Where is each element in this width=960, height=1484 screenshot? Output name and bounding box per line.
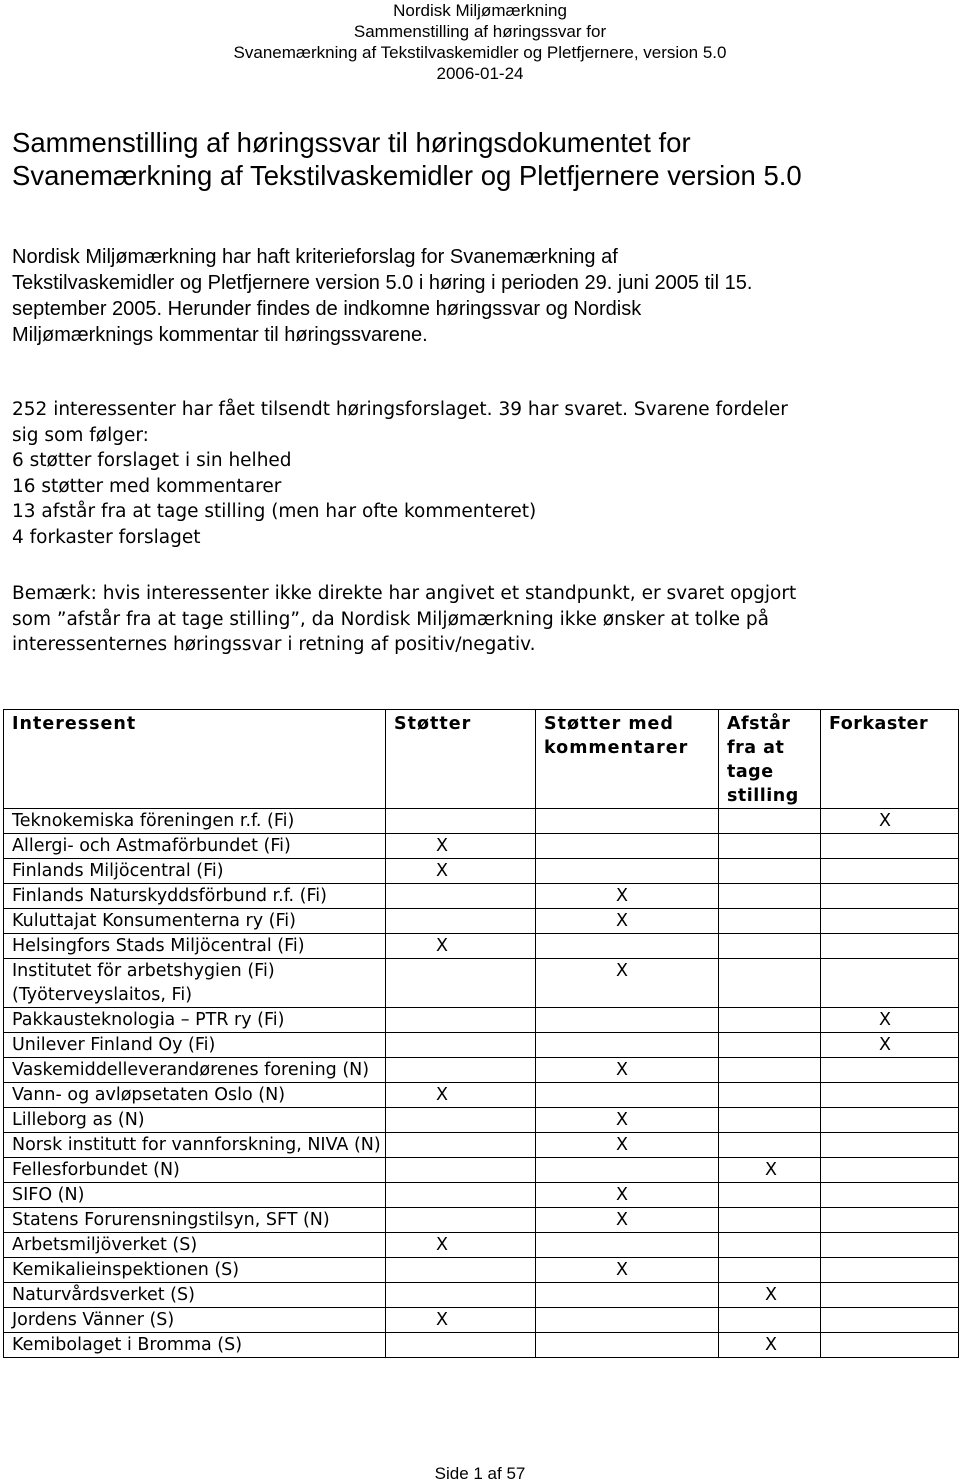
stotter-med-kommentarer-cell	[536, 1258, 719, 1283]
table-row	[4, 859, 959, 884]
stotter-med-kommentarer-cell	[536, 1233, 719, 1258]
forkaster-cell	[821, 959, 959, 1008]
intro-line-3: september 2005. Herunder findes de indkomne høringssvar og Nordisk	[12, 298, 642, 320]
table-row	[4, 1133, 959, 1158]
responses-table	[3, 709, 959, 1358]
stotter-cell	[386, 1283, 536, 1308]
afstar-cell	[719, 959, 821, 1008]
header-organisation: Nordisk Miljømærkning	[393, 1, 567, 20]
header-product-group: Svanemærkning af Tekstilvaskemidler og Pletfjernere, version 5.0	[233, 43, 727, 62]
stotter-cell	[386, 934, 536, 959]
stotter-cell	[386, 1058, 536, 1083]
forkaster-cell	[821, 859, 959, 884]
afstar-cell	[719, 884, 821, 909]
forkaster-cell	[821, 909, 959, 934]
forkaster-cell	[821, 1183, 959, 1208]
afstar-cell	[719, 1058, 821, 1083]
mark-x: X	[616, 1210, 628, 1230]
stotter-med-kommentarer-cell	[536, 1333, 719, 1358]
table-row	[4, 1083, 959, 1108]
interessent-name: Finlands Miljöcentral (Fi)	[4, 859, 386, 884]
stotter-cell	[386, 1258, 536, 1283]
forkaster-cell	[821, 809, 959, 834]
header-subject: Sammenstilling af høringssvar for	[353, 22, 607, 41]
stotter-cell	[386, 909, 536, 934]
stotter-cell	[386, 959, 536, 1008]
forkaster-cell	[821, 1283, 959, 1308]
stotter-med-kommentarer-cell	[536, 1208, 719, 1233]
header-interessent: Interessent	[4, 710, 386, 809]
mark-x: X	[616, 1110, 628, 1130]
mark-x: X	[616, 961, 628, 981]
forkaster-cell	[821, 934, 959, 959]
mark-x: X	[436, 836, 448, 856]
table-row	[4, 1158, 959, 1183]
afstar-cell	[719, 1233, 821, 1258]
stotter-med-kommentarer-cell	[536, 959, 719, 1008]
stotter-cell	[386, 1333, 536, 1358]
header-stotter: Støtter	[386, 710, 536, 809]
mark-x: X	[436, 1085, 448, 1105]
interessent-name: Allergi- och Astmaförbundet (Fi)	[4, 834, 386, 859]
forkaster-cell	[821, 884, 959, 909]
table-row	[4, 1183, 959, 1208]
interessent-name: Vaskemiddelleverandørenes forening (N)	[4, 1058, 386, 1083]
table-header-row	[4, 710, 959, 809]
table-row	[4, 1258, 959, 1283]
stotter-cell	[386, 1108, 536, 1133]
table-row	[4, 1108, 959, 1133]
afstar-cell	[719, 1208, 821, 1233]
stotter-med-kommentarer-cell	[536, 834, 719, 859]
table-row	[4, 959, 959, 1008]
table-row	[4, 1058, 959, 1083]
table-body	[4, 809, 959, 1358]
interessent-name: Kemibolaget i Bromma (S)	[4, 1333, 386, 1358]
stotter-cell	[386, 1033, 536, 1058]
mark-x: X	[436, 936, 448, 956]
stotter-med-kommentarer-cell	[536, 859, 719, 884]
stotter-med-kommentarer-cell	[536, 809, 719, 834]
mark-x: X	[765, 1335, 777, 1355]
table-row	[4, 1333, 959, 1358]
afstar-cell	[719, 1133, 821, 1158]
response-statistics	[12, 397, 952, 550]
mark-x: X	[765, 1160, 777, 1180]
afstar-cell	[719, 1258, 821, 1283]
stotter-med-kommentarer-cell	[536, 934, 719, 959]
stotter-cell	[386, 1208, 536, 1233]
table-row	[4, 1008, 959, 1033]
table-row	[4, 1283, 959, 1308]
afstar-cell	[719, 1283, 821, 1308]
stotter-cell	[386, 834, 536, 859]
stats-line-2: sig som følger:	[12, 424, 149, 446]
interessent-name: Finlands Naturskyddsförbund r.f. (Fi)	[4, 884, 386, 909]
forkaster-cell	[821, 1033, 959, 1058]
table-row	[4, 884, 959, 909]
intro-line-4: Miljømærknings kommentar til høringssvarene.	[12, 324, 428, 346]
forkaster-cell	[821, 1058, 959, 1083]
interessent-name: Teknokemiska föreningen r.f. (Fi)	[4, 809, 386, 834]
afstar-cell	[719, 1308, 821, 1333]
stats-line-1: 252 interessenter har fået tilsendt høringsforslaget. 39 har svaret. Svarene fordeler	[12, 399, 788, 420]
stats-line-3: 6 støtter forslaget i sin helhed	[12, 450, 292, 471]
header-forkaster: Forkaster	[821, 710, 959, 809]
stotter-cell	[386, 1308, 536, 1333]
page-footer	[0, 1464, 960, 1484]
table-row	[4, 1033, 959, 1058]
interessent-name: Institutet för arbetshygien (Fi) (Työterveyslaitos, Fi)	[4, 959, 386, 1008]
title-line-1: Sammenstilling af høringssvar til høringsdokumentet for	[12, 127, 691, 158]
page-number: Side 1 af 57	[434, 1464, 526, 1483]
interessent-name: Lilleborg as (N)	[4, 1108, 386, 1133]
stotter-cell	[386, 1083, 536, 1108]
mark-x: X	[879, 811, 891, 831]
mark-x: X	[616, 1260, 628, 1280]
interessent-name: Norsk institutt for vannforskning, NIVA (N)	[4, 1133, 386, 1158]
forkaster-cell	[821, 1108, 959, 1133]
table-row	[4, 1233, 959, 1258]
afstar-cell	[719, 934, 821, 959]
intro-line-1: Nordisk Miljømærkning har haft kriterieforslag for Svanemærkning af	[12, 246, 618, 268]
interessent-name: Jordens Vänner (S)	[4, 1308, 386, 1333]
interessent-name: Kemikalieinspektionen (S)	[4, 1258, 386, 1283]
afstar-cell	[719, 909, 821, 934]
interessent-name: Vann- og avløpsetaten Oslo (N)	[4, 1083, 386, 1108]
stotter-med-kommentarer-cell	[536, 1033, 719, 1058]
table-row	[4, 809, 959, 834]
interessent-name: SIFO (N)	[4, 1183, 386, 1208]
forkaster-cell	[821, 1008, 959, 1033]
stotter-med-kommentarer-cell	[536, 1133, 719, 1158]
table-row	[4, 1308, 959, 1333]
forkaster-cell	[821, 834, 959, 859]
afstar-cell	[719, 834, 821, 859]
mark-x: X	[616, 911, 628, 931]
stotter-cell	[386, 809, 536, 834]
afstar-cell	[719, 859, 821, 884]
afstar-cell	[719, 1033, 821, 1058]
stotter-med-kommentarer-cell	[536, 1083, 719, 1108]
interessent-name: Fellesforbundet (N)	[4, 1158, 386, 1183]
interessent-name: Naturvårdsverket (S)	[4, 1283, 386, 1308]
stotter-med-kommentarer-cell	[536, 1058, 719, 1083]
header-afstar: Afstår fra at tage stilling	[719, 710, 821, 809]
intro-paragraph	[12, 244, 952, 348]
afstar-cell	[719, 809, 821, 834]
interessent-name: Unilever Finland Oy (Fi)	[4, 1033, 386, 1058]
header-date: 2006-01-24	[436, 64, 524, 83]
table-row	[4, 934, 959, 959]
mark-x: X	[436, 1310, 448, 1330]
forkaster-cell	[821, 1133, 959, 1158]
note-line-3: interessenternes høringssvar i retning af positiv/negativ.	[12, 634, 536, 655]
stotter-med-kommentarer-cell	[536, 1183, 719, 1208]
note-paragraph	[12, 581, 952, 658]
afstar-cell	[719, 1008, 821, 1033]
stats-line-6: 4 forkaster forslaget	[12, 526, 201, 548]
stotter-cell	[386, 1133, 536, 1158]
note-line-2: som ”afstår fra at tage stilling”, da Nordisk Miljømærkning ikke ønsker at tolke på	[12, 608, 769, 630]
forkaster-cell	[821, 1233, 959, 1258]
note-line-1: Bemærk: hvis interessenter ikke direkte har angivet et standpunkt, er svaret opgjort	[12, 583, 797, 604]
page-header	[0, 0, 960, 84]
header-stotter-med-kommentarer: Støtter med kommentarer	[536, 710, 719, 809]
stotter-med-kommentarer-cell	[536, 1308, 719, 1333]
intro-line-2: Tekstilvaskemidler og Pletfjernere version 5.0 i høring i perioden 29. juni 2005 til 15.	[12, 272, 753, 294]
interessent-name: Statens Forurensningstilsyn, SFT (N)	[4, 1208, 386, 1233]
interessent-name: Kuluttajat Konsumenterna ry (Fi)	[4, 909, 386, 934]
stotter-med-kommentarer-cell	[536, 1283, 719, 1308]
forkaster-cell	[821, 1158, 959, 1183]
afstar-cell	[719, 1108, 821, 1133]
interessent-name: Arbetsmiljöverket (S)	[4, 1233, 386, 1258]
mark-x: X	[616, 1185, 628, 1205]
mark-x: X	[616, 1135, 628, 1155]
stats-line-5: 13 afstår fra at tage stilling (men har ofte kommenteret)	[12, 501, 537, 522]
stotter-cell	[386, 884, 536, 909]
stotter-cell	[386, 1233, 536, 1258]
afstar-cell	[719, 1333, 821, 1358]
stotter-cell	[386, 1183, 536, 1208]
mark-x: X	[436, 861, 448, 881]
forkaster-cell	[821, 1308, 959, 1333]
title-line-2: Svanemærkning af Tekstilvaskemidler og Pletfjernere version 5.0	[12, 160, 802, 191]
interessent-name: Helsingfors Stads Miljöcentral (Fi)	[4, 934, 386, 959]
stotter-cell	[386, 859, 536, 884]
stotter-med-kommentarer-cell	[536, 1158, 719, 1183]
mark-x: X	[879, 1010, 891, 1030]
forkaster-cell	[821, 1208, 959, 1233]
stotter-cell	[386, 1008, 536, 1033]
stotter-med-kommentarer-cell	[536, 909, 719, 934]
mark-x: X	[765, 1285, 777, 1305]
forkaster-cell	[821, 1258, 959, 1283]
mark-x: X	[879, 1035, 891, 1055]
afstar-cell	[719, 1158, 821, 1183]
mark-x: X	[436, 1235, 448, 1255]
document-title	[12, 126, 952, 192]
mark-x: X	[616, 886, 628, 906]
mark-x: X	[616, 1060, 628, 1080]
stotter-med-kommentarer-cell	[536, 884, 719, 909]
interessent-name: Pakkausteknologia – PTR ry (Fi)	[4, 1008, 386, 1033]
forkaster-cell	[821, 1333, 959, 1358]
stats-line-4: 16 støtter med kommentarer	[12, 475, 282, 497]
afstar-cell	[719, 1083, 821, 1108]
table-row	[4, 1208, 959, 1233]
stotter-med-kommentarer-cell	[536, 1108, 719, 1133]
stotter-cell	[386, 1158, 536, 1183]
forkaster-cell	[821, 1083, 959, 1108]
stotter-med-kommentarer-cell	[536, 1008, 719, 1033]
table-row	[4, 834, 959, 859]
afstar-cell	[719, 1183, 821, 1208]
table-row	[4, 909, 959, 934]
